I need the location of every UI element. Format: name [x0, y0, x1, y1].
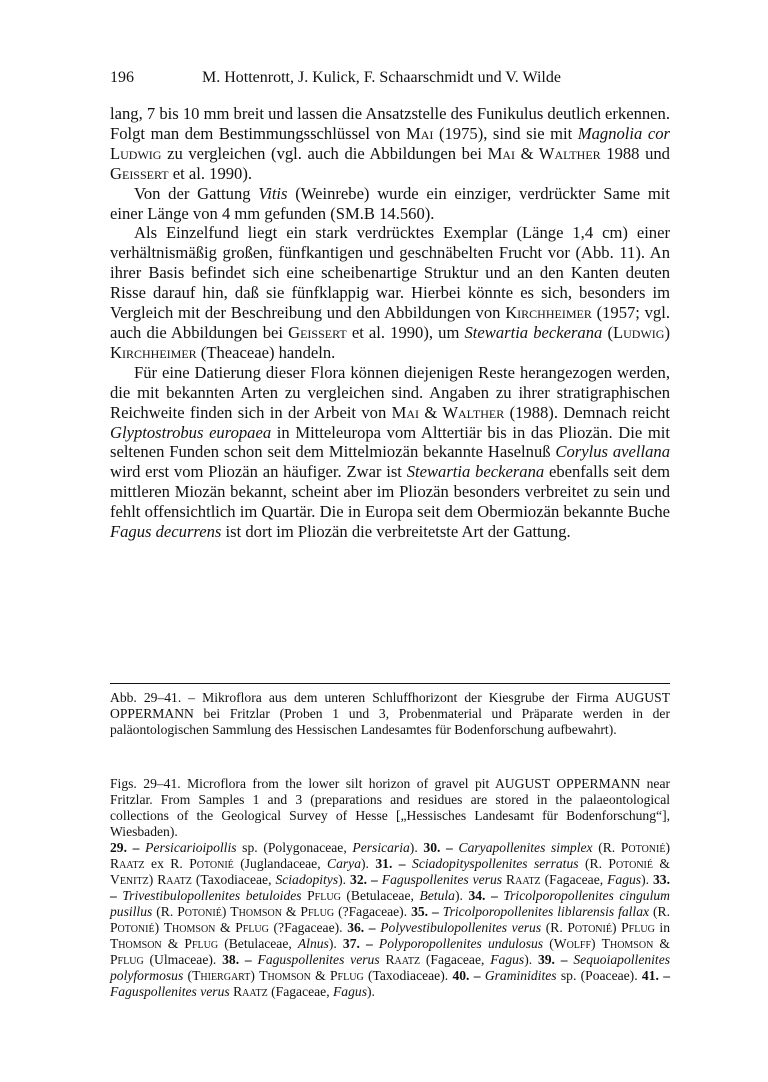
entry-33: 33. – Trivestibulopollenites betuloides Pflug (Betulaceae, Betula). [110, 872, 670, 903]
main-text [110, 104, 670, 542]
taxon-name: Corylus avellana [555, 442, 670, 462]
running-header [110, 68, 670, 88]
taxon-name: Vitis [258, 183, 288, 203]
paragraph-3 [110, 223, 670, 362]
author-name: Ludwig [110, 143, 162, 163]
text-run: 1988 und [600, 143, 670, 163]
text-run: (Weinrebe) wurde ein einziger, verdrückter Same mit einer Länge von 4 mm gefunden (SM.B 14.560). [110, 183, 671, 223]
taxon-name: Glyptostrobus europaea [110, 422, 272, 442]
entry-37: 37. – Polyporopollenites undulosus (Wolff) Thomson & Pflug (Ulmaceae). [110, 936, 670, 967]
text-run: ist dort im Pliozän die verbreitetste Art der Gattung. [221, 522, 571, 542]
page-number: 196 [110, 69, 134, 86]
text-run: ebenfalls seit dem mittleren Miozän bekannt, scheint aber im Pliozän besonders verbreitet zu sein und fehlt offensichtlich im Quartär. Die in Europa seit dem Obermiozän bekannte Buche [110, 462, 671, 522]
taxon-name: Stewartia beckerana [406, 462, 545, 482]
text-run: (Theaceae) handeln. [196, 342, 336, 362]
text-run: lang, 7 bis 10 mm breit und lassen die Ansatzstelle des Funikulus deutlich erkennen. Folgt man dem Bestimmungsschlüssel von [110, 104, 670, 143]
text-run: (1975), sind sie mit [433, 123, 578, 143]
text-run: wird erst vom Pliozän an häufiger. Zwar ist [110, 462, 407, 482]
text-run: et al. 1990). [168, 163, 253, 183]
taxon-name: Stewartia beckerana [464, 322, 603, 342]
caption-divider [110, 683, 670, 684]
author-name: Mai [406, 123, 434, 143]
entry-34: 34. – Tricolporopollenites cingulum pusillus (R. Potonié) Thomson & Pflug (?Fagaceae). [110, 888, 670, 919]
author-name: Geissert [110, 163, 169, 183]
entry-36: 36. – Polyvestibulopollenites verus (R. Potonié) Pflug in Thomson & Pflug (Betulaceae, Alnus). [110, 920, 671, 951]
paragraph-4 [110, 363, 670, 542]
text-run: ( [602, 322, 613, 342]
text-run: (1957; vgl. auch die Abbildungen bei [110, 303, 670, 342]
author-name: Kirchheimer [110, 342, 197, 362]
header-authors: M. Hottenrott, J. Kulick, F. Schaarschmidt und V. Wilde [202, 69, 561, 86]
caption-german-text: Abb. 29–41. – Mikroflora aus dem unteren Schluffhorizont der Kiesgrube der Firma AUGUST OPPERMANN bei Fritzlar (Proben 1 und 3, Probenmaterial und Präparate werden in der paläontologischen Sammlung des Hessischen Landesamtes für Bodenforschung aufbewahrt). [110, 690, 670, 737]
author-name: Ludwig [612, 322, 665, 342]
text-run: zu vergleichen (vgl. auch die Abbildungen bei [161, 143, 488, 163]
text-run: Als Einzelfund liegt ein stark verdrücktes Exemplar (Länge 1,4 cm) einer verhältnismäßig großen, fünfkantigen und geschnäbelten Frucht vor (Abb. 11). An ihrer Basis befindet sich eine scheibenartige Struktur und an den Kanten deuten Risse darauf hin, daß sie fünfklappig war. Hierbei könnte es sich, besonders im Vergleich mit der Beschreibung und den Abbildungen von [110, 223, 670, 323]
text-run: Für eine Datierung dieser Flora können diejenigen Reste herangezogen werden, die mit bekannten Arten zu vergleichen sind. Angaben zu ihrer stratigraphischen Reichweite finden sich in der Arbeit von [110, 362, 670, 422]
text-run: in Mitteleuropa vom Alttertiär bis in das Pliozän. Die mit seltenen Funden schon seit dem Mittelmiozän bekannte Haselnuß [110, 422, 670, 462]
caption-english-intro: Figs. 29–41. Microflora from the lower silt horizon of gravel pit AUGUST OPPERMANN near Fritzlar. From Samples 1 and 3 (preparations and residues are stored in the palaeontological collections of the Geological Survey of Hesse [„Hessisches Landesamt für Bodenforschung“], Wiesbaden). [110, 776, 670, 839]
text-run: Von der Gattung [134, 183, 259, 203]
text-run: (1988). Demnach reicht [504, 402, 671, 422]
taxon-name: Fagus decurrens [110, 522, 222, 542]
entry-30: 30. – Caryapollenites simplex (R. Potonié) Raatz ex R. Potonié (Juglandaceae, Carya). [110, 840, 670, 871]
entry-39: 39. – Sequoiapollenites polyformosus (Thiergart) Thomson & Pflug (Taxodiaceae). [110, 952, 671, 983]
entry-29: 29. – Persicarioipollis sp. (Polygonaceae, Persicaria). [110, 840, 424, 855]
entry-31: 31. – Sciadopityspollenites serratus (R. Potonié & Venitz) Raatz (Taxodiaceae, Sciadopitys). [110, 856, 670, 887]
entry-40: 40. – Graminidites sp. (Poaceae). [452, 968, 642, 983]
text-run: ) [664, 322, 670, 342]
entry-41: 41. – Faguspollenites verus Raatz (Fagaceae, Fagus). [110, 968, 670, 999]
taxon-name: Magnolia cor [577, 123, 670, 143]
entry-38: 38. – Faguspollenites verus Raatz (Fagaceae, Fagus). [222, 952, 538, 967]
paragraph-2 [110, 184, 670, 224]
paragraph-1 [110, 104, 670, 184]
author-name: Kirchheimer [505, 303, 592, 323]
entry-32: 32. – Faguspollenites verus Raatz (Fagaceae, Fagus). [350, 872, 653, 887]
caption-english [110, 776, 670, 1000]
text-run: et al. 1990), um [346, 322, 465, 342]
author-name: Geissert [288, 322, 347, 342]
entry-35: 35. – Tricolporopollenites liblarensis fallax (R. Potonié) Thomson & Pflug (?Fagaceae). [110, 904, 670, 935]
author-name: Mai & Walther [391, 402, 505, 422]
caption-entries [110, 840, 670, 1000]
caption-german [110, 690, 670, 738]
author-name: Mai & Walther [487, 143, 601, 163]
